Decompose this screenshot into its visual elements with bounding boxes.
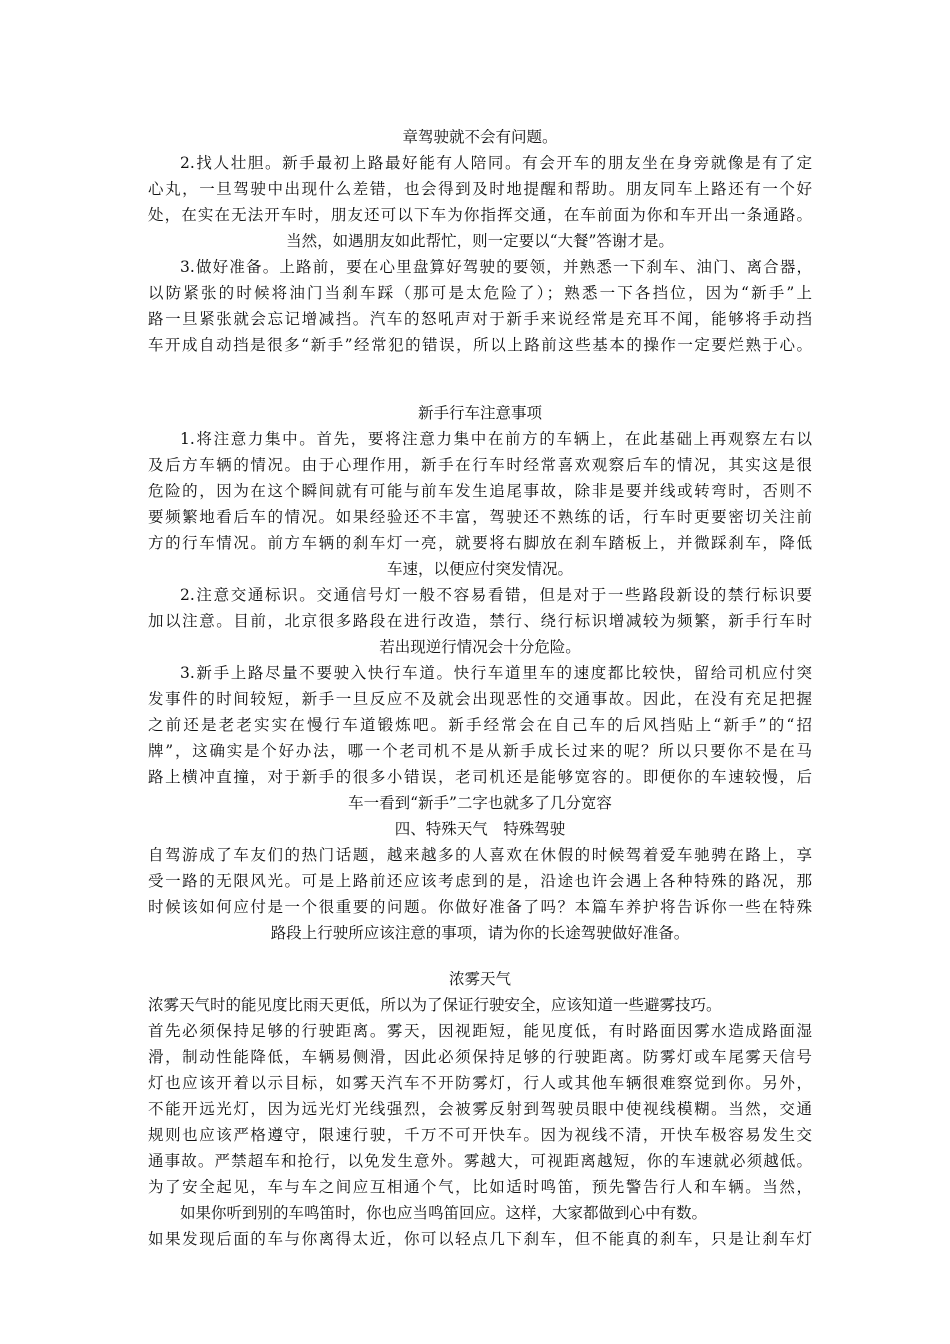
paragraph-line: 方的行车情况。前方车辆的刹车灯一亮，就要将右脚放在刹车踏板上，并微踩刹车，降低 [148,534,812,552]
paragraph-line: 1.将注意力集中。首先，要将注意力集中在前方的车辆上，在此基础上再观察左右以 [180,430,812,448]
paragraph-line: 以防紧张的时候将油门当刹车踩（那可是太危险了）；熟悉一下各挡位，因为“新手”上 [148,284,812,302]
section-heading: 浓雾天气 [448,970,511,988]
paragraph-line: 之前还是老老实实在慢行车道锻炼吧。新手经常会在自己车的后风挡贴上“新手”的“招 [148,716,812,734]
paragraph-line: 发事件的时间较短，新手一旦反应不及就会出现恶性的交通事故。因此，在没有充足把握 [148,690,812,708]
paragraph-line: 加以注意。目前，北京很多路段在进行改造，禁行、绕行标识增减较为频繁，新手行车时 [148,612,812,630]
paragraph-line: 首先必须保持足够的行驶距离。雾天，因视距短，能见度低，有时路面因雾水造成路面湿 [148,1022,812,1040]
paragraph-line: 2.注意交通标识。交通信号灯一般不容易看错，但是对于一些路段新设的禁行标识要 [180,586,812,604]
paragraph-line: 规则也应该严格遵守，限速行驶，千万不可开快车。因为视线不清，开快车极容易发生交 [148,1126,812,1144]
paragraph-line: 危险的，因为在这个瞬间就有可能与前车发生追尾事故，除非是要并线或转弯时，否则不 [148,482,812,500]
paragraph-line: 要频繁地看后车的情况。如果经验还不丰富，驾驶还不熟练的话，行车时更要密切关注前 [148,508,812,526]
paragraph-line: 灯也应该开着以示目标，如雾天汽车不开防雾灯，行人或其他车辆很难察觉到你。另外， [148,1074,812,1092]
paragraph-line: 车一看到“新手”二字也就多了几分宽容 [348,794,612,812]
paragraph-line: 通事故。严禁超车和抢行，以免发生意外。雾越大，可视距离越短，你的车速就必须越低。 [148,1152,812,1170]
paragraph-line: 3.做好准备。上路前，要在心里盘算好驾驶的要领，并熟悉一下刹车、油门、离合器， [180,258,812,276]
paragraph-line: 车开成自动挡是很多“新手”经常犯的错误，所以上路前这些基本的操作一定要烂熟于心。 [148,336,812,354]
paragraph-line: 如果你听到别的车鸣笛时，你也应当鸣笛回应。这样，大家都做到心中有数。 [180,1204,708,1222]
paragraph-line: 浓雾天气时的能见度比雨天更低，所以为了保证行驶安全，应该知道一些避雾技巧。 [148,996,722,1014]
paragraph-line: 不能开远光灯，因为远光灯光线强烈，会被雾反射到驾驶员眼中使视线模糊。当然，交通 [148,1100,812,1118]
paragraph-line: 处，在实在无法开车时，朋友还可以下车为你指挥交通，在车前面为你和车开出一条通路。 [148,206,812,224]
paragraph-line: 自驾游成了车友们的热门话题，越来越多的人喜欢在休假的时候驾着爱车驰骋在路上，享 [148,846,812,864]
paragraph-line: 滑，制动性能降低，车辆易侧滑，因此必须保持足够的行驶距离。防雾灯或车尾雾天信号 [148,1048,812,1066]
paragraph-line: 车速，以便应付突发情况。 [386,560,573,578]
paragraph-line: 若出现逆行情况会十分危险。 [379,638,581,656]
paragraph-line: 路段上行驶所应该注意的事项，请为你的长途驾驶做好准备。 [270,924,690,942]
paragraph-line: 路一旦紧张就会忘记增减挡。汽车的怒吼声对于新手来说经常是充耳不闻，能够将手动挡 [148,310,812,328]
paragraph-line: 路上横冲直撞，对于新手的很多小错误，老司机还是能够宽容的。即便你的车速较慢，后 [148,768,812,786]
paragraph-line: 章驾驶就不会有问题。 [402,128,558,146]
paragraph-line: 为了安全起见，车与车之间应互相通个气，比如适时鸣笛，预先警告行人和车辆。当然， [148,1178,812,1196]
section-heading: 四、特殊天气 特殊驾驶 [394,820,566,838]
paragraph-line: 如果发现后面的车与你离得太近，你可以轻点几下刹车，但不能真的刹车，只是让刹车灯 [148,1230,812,1248]
paragraph-line: 时候该如何应付是一个很重要的问题。你做好准备了吗？本篇车养护将告诉你一些在特殊 [148,898,812,916]
paragraph-line: 当然，如遇朋友如此帮忙，则一定要以“大餐”答谢才是。 [286,232,674,250]
paragraph-line: 3.新手上路尽量不要驶入快行车道。快行车道里车的速度都比较快，留给司机应付突 [180,664,812,682]
paragraph-line: 牌”，这确实是个好办法，哪一个老司机不是从新手成长过来的呢？所以只要你不是在马 [148,742,812,760]
paragraph-line: 心丸，一旦驾驶中出现什么差错，也会得到及时地提醒和帮助。朋友同车上路还有一个好 [148,180,812,198]
paragraph-line: 受一路的无限风光。可是上路前还应该考虑到的是，沿途也许会遇上各种特殊的路况，那 [148,872,812,890]
section-heading: 新手行车注意事项 [417,404,542,422]
paragraph-line: 2.找人壮胆。新手最初上路最好能有人陪同。有会开车的朋友坐在身旁就像是有了定 [180,154,812,172]
paragraph-line: 及后方车辆的情况。由于心理作用，新手在行车时经常喜欢观察后车的情况，其实这是很 [148,456,812,474]
